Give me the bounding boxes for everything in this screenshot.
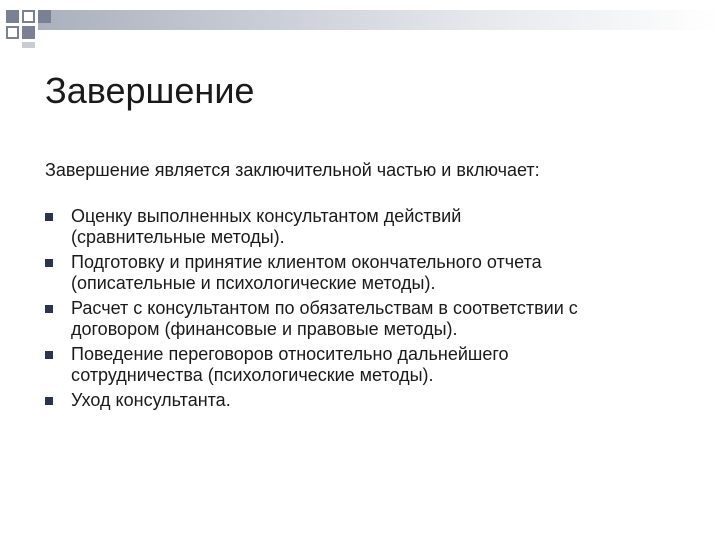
decor-square: [22, 10, 35, 23]
decor-square: [22, 42, 35, 48]
gradient-bar: [38, 10, 720, 30]
decor-square: [38, 10, 51, 23]
square-bullet-icon: [45, 397, 53, 405]
list-item: [45, 206, 685, 248]
list-item-text: Расчет с консультантом по обязательствам в соответствии с: [71, 298, 578, 318]
slide-title: Завершение: [45, 70, 255, 111]
square-bullet-icon: [45, 351, 53, 359]
list-item: [45, 298, 685, 340]
decor-square: [22, 26, 35, 39]
list-item: [45, 252, 685, 294]
bullet-list: [45, 206, 685, 415]
list-item-text: сотрудничества (психологические методы).: [71, 365, 434, 385]
list-item-text: Уход консультанта.: [71, 390, 231, 410]
list-item-text: Подготовку и принятие клиентом окончательного отчета: [71, 252, 542, 272]
list-item: [45, 344, 685, 386]
list-item-text: договором (финансовые и правовые методы).: [71, 319, 458, 339]
list-item-text: Поведение переговоров относительно дальнейшего: [71, 344, 509, 364]
list-item-text: (сравнительные методы).: [71, 227, 285, 247]
square-bullet-icon: [45, 213, 53, 221]
square-bullet-icon: [45, 305, 53, 313]
list-item-text: Оценку выполненных консультантом действий: [71, 206, 462, 226]
decor-square: [6, 10, 19, 23]
list-item-text: (описательные и психологические методы).: [71, 273, 436, 293]
list-item: [45, 390, 685, 411]
decorative-header-banner: [0, 0, 720, 48]
square-bullet-icon: [45, 259, 53, 267]
intro-text: Завершение является заключительной частью и включает:: [45, 160, 540, 180]
decor-square: [6, 26, 19, 39]
